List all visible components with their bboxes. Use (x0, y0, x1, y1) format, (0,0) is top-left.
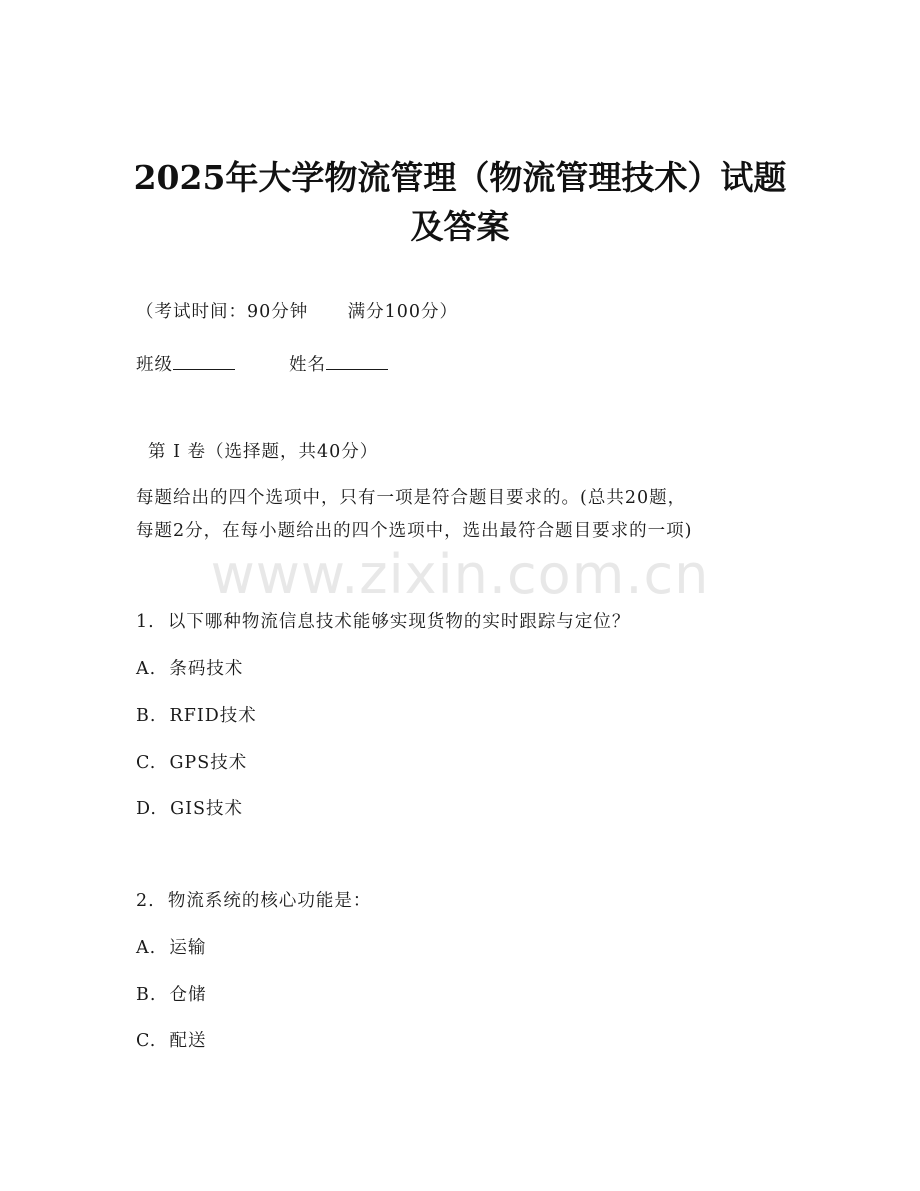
question-1-option-d[interactable]: D. GIS技术 (136, 799, 243, 819)
class-blank[interactable] (173, 353, 235, 370)
question-1-option-b[interactable]: B. RFID技术 (136, 706, 257, 726)
question-1-option-a[interactable]: A. 条码技术 (136, 659, 244, 679)
watermark: www.zixin.com.cn (210, 543, 710, 606)
question-1-stem: 1. 以下哪种物流信息技术能够实现货物的实时跟踪与定位？ (136, 612, 631, 632)
section-heading: 第 I 卷（选择题，共40分） (148, 442, 379, 462)
instructions-line2: 每题2分，在每小题给出的四个选项中，选出最符合题目要求的一项) (136, 521, 693, 541)
name-label: 姓名 (289, 355, 326, 375)
question-2-stem: 2. 物流系统的核心功能是： (136, 891, 372, 911)
exam-title-line1: 2025年大学物流管理（物流管理技术）试题 (133, 158, 787, 197)
class-label: 班级 (136, 355, 173, 375)
question-2-option-a[interactable]: A. 运输 (136, 938, 207, 958)
student-info-row (136, 353, 388, 375)
question-1-option-c[interactable]: C. GPS技术 (136, 753, 248, 773)
exam-title-line2: 及答案 (410, 207, 510, 246)
instructions-line1: 每题给出的四个选项中，只有一项是符合题目要求的。(总共20题， (136, 488, 687, 508)
question-2-option-c[interactable]: C. 配送 (136, 1031, 207, 1051)
exam-info: （考试时间：90分钟 满分100分） (136, 302, 459, 322)
question-2-option-b[interactable]: B. 仓储 (136, 985, 207, 1005)
name-blank[interactable] (326, 353, 388, 370)
